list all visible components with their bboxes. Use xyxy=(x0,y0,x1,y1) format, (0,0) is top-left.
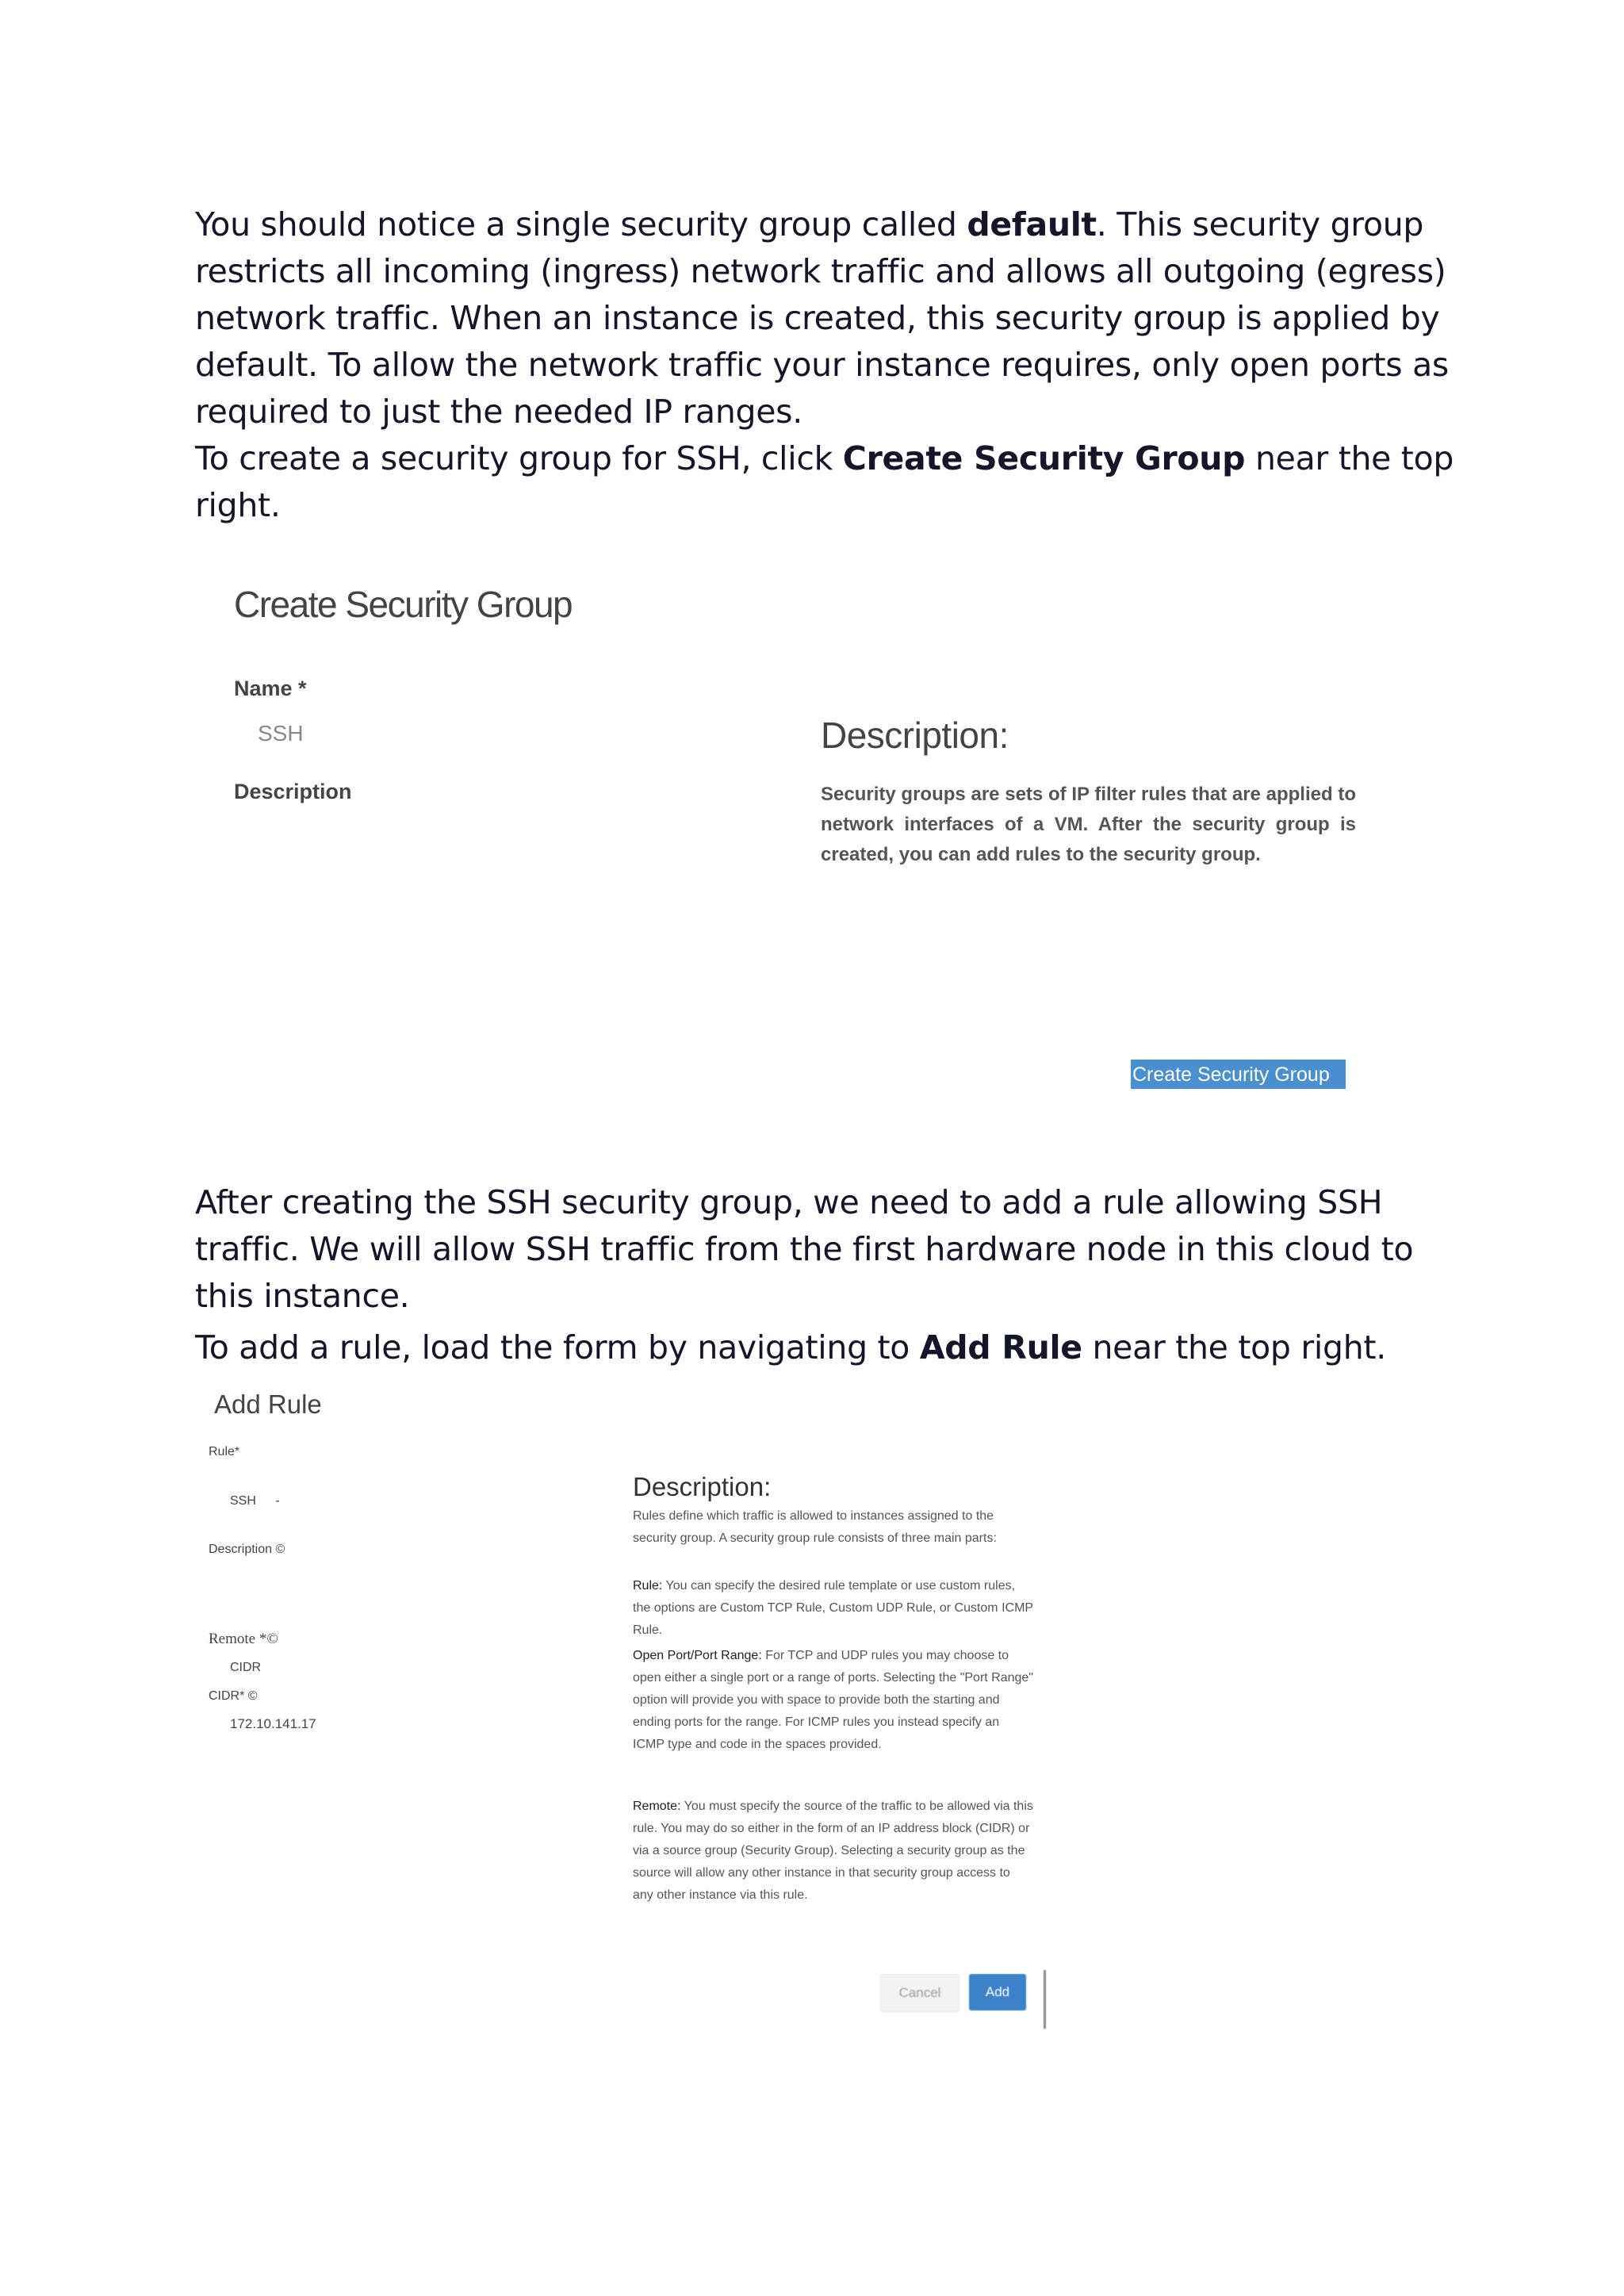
help-heading: Description: xyxy=(633,1472,772,1501)
remote-label: Remote *© xyxy=(209,1631,278,1647)
cidr-label: CIDR* © xyxy=(209,1689,258,1703)
remote-select[interactable]: CIDR xyxy=(230,1661,262,1674)
help-heading: Description: xyxy=(821,715,1009,756)
help-rule: Rule: You can specify the desired rule template or use custom rules, the options are Custom TCP Rule, Custom UDP Rule, or Custom ICMP Rule. xyxy=(633,1579,1033,1637)
chevron-down-icon: - xyxy=(275,1494,280,1508)
name-label: Name * xyxy=(234,677,307,700)
help-remote: Remote: You must specify the source of the traffic to be allowed via this rule. You may do so either in the form of an IP address block (CIDR) or via a source group (Security Group). Selecting a security group as the source will allow any other instance in that security group access to any other instance via this rule. xyxy=(633,1800,1033,1902)
middle-paragraph-1: After creating the SSH security group, we need to add a rule allowing SSH traffic. We will allow SSH traffic from the first hardware node in this cloud to this instance. xyxy=(195,1183,1414,1315)
help-intro: Rules define which traffic is allowed to instances assigned to the security group. A security group rule consists of three main parts: xyxy=(633,1509,997,1545)
intro-text xyxy=(195,201,1464,529)
rule-select-value: SSH xyxy=(230,1494,256,1508)
description-label: Description © xyxy=(209,1543,285,1556)
scrollbar[interactable] xyxy=(1044,1970,1046,2029)
dialog-title: Create Security Group xyxy=(234,584,573,625)
middle-paragraph-2: To add a rule, load the form by navigating to Add Rule near the top right. xyxy=(195,1328,1386,1366)
rule-label: Rule* xyxy=(209,1445,240,1458)
create-security-group-button[interactable]: Create Security Group xyxy=(1131,1060,1346,1089)
intro-paragraph-1: You should notice a single security group called default. This security group restricts all incoming (ingress) network traffic and allows all outgoing (egress) network traffic. When an instance is created, this security group is applied by default. To allow the network traffic your instance requires, only open ports as required to just the needed IP ranges. xyxy=(195,205,1449,431)
dialog-title: Add Rule xyxy=(214,1389,322,1419)
intro-paragraph-2: To create a security group for SSH, click Create Security Group near the top right. xyxy=(195,439,1454,524)
help-port-range: Open Port/Port Range: For TCP and UDP rules you may choose to open either a single port or a range of ports. Selecting the "Port Range" option will provide you with space to provide both the starting and ending ports for the range. For ICMP rules you instead specify an ICMP type and code in the spaces provided. xyxy=(633,1649,1033,1751)
add-button[interactable]: Add xyxy=(969,1974,1026,2010)
cancel-button[interactable]: Cancel xyxy=(880,1974,959,2012)
description-label: Description xyxy=(234,780,352,803)
cidr-input[interactable]: 172.10.141.17 xyxy=(230,1716,316,1731)
rule-select[interactable] xyxy=(230,1494,280,1508)
middle-text xyxy=(195,1179,1464,1371)
name-input[interactable]: SSH xyxy=(258,721,304,746)
help-text: Security groups are sets of IP filter rules that are applied to network interfaces of a VM. After the security group is created, you can add rules to the security group. xyxy=(821,784,1356,865)
